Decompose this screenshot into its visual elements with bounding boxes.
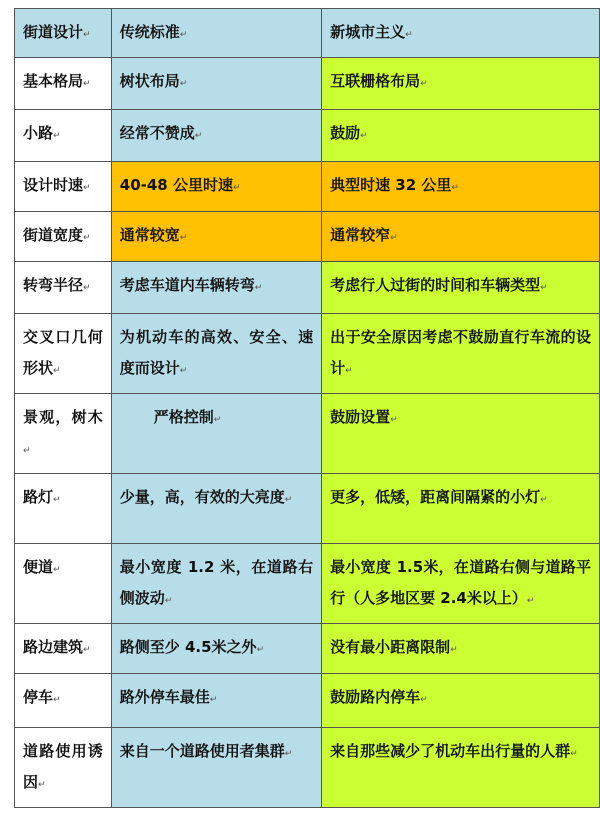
table-cell-c3 xyxy=(322,474,600,544)
paragraph-mark-icon: ↵ xyxy=(345,366,353,376)
cell-text: 严格控制 xyxy=(153,408,214,426)
paragraph-mark-icon: ↵ xyxy=(390,415,398,425)
table-cell-c3 xyxy=(322,162,600,212)
table-cell-c2 xyxy=(111,162,321,212)
table-row xyxy=(15,58,600,110)
paragraph-mark-icon: ↵ xyxy=(83,79,91,89)
cell-text: 考虑行人过街的时间和车辆类型 xyxy=(330,276,541,294)
cell-text: 新城市主义 xyxy=(330,23,406,41)
table-cell-c3 xyxy=(322,674,600,728)
cell-text: 鼓励路内停车 xyxy=(330,688,421,706)
paragraph-mark-icon: ↵ xyxy=(420,695,428,705)
cell-text: 经常不赞成 xyxy=(119,124,195,142)
table-cell-c2 xyxy=(111,262,321,314)
cell-text: 设计时速 xyxy=(23,176,84,194)
cell-text: 40-48 公里时速 xyxy=(119,176,233,194)
cell-text: 便道 xyxy=(23,558,54,576)
paragraph-mark-icon: ↵ xyxy=(83,183,91,193)
table-cell-c1 xyxy=(15,674,112,728)
table-cell-c1 xyxy=(15,624,112,674)
paragraph-mark-icon: ↵ xyxy=(53,565,61,575)
table-row xyxy=(15,110,600,162)
table-cell-c1 xyxy=(15,110,112,162)
cell-text: 考虑车道内车辆转弯 xyxy=(119,276,255,294)
paragraph-mark-icon: ↵ xyxy=(179,366,188,376)
table-cell-c3 xyxy=(322,212,600,262)
cell-text: 路边建筑 xyxy=(23,638,84,656)
table-cell-c3 xyxy=(322,624,600,674)
cell-text: 没有最小距离限制 xyxy=(330,638,451,656)
table-cell-c1 xyxy=(15,58,112,110)
street-design-comparison-table xyxy=(14,8,600,808)
paragraph-mark-icon: ↵ xyxy=(405,30,413,40)
table-cell-c1 xyxy=(15,162,112,212)
cell-text: 最小宽度 1.2 米，在道路右侧波动 xyxy=(119,558,314,607)
cell-text: 基本格局 xyxy=(23,72,84,90)
table-cell-c3 xyxy=(322,262,600,314)
cell-text: 为机动车的高效、安全、速度而设计 xyxy=(119,328,314,377)
cell-text: 更多，低矮，距离间隔紧的小灯 xyxy=(330,488,541,506)
cell-text: 最小宽度 1.5米，在道路右侧与道路平行（人多地区要 2.4米以上） xyxy=(330,558,591,607)
paragraph-mark-icon: ↵ xyxy=(23,446,31,456)
table-row xyxy=(15,394,600,474)
table-cell-c3 xyxy=(322,544,600,624)
cell-text: 出于安全原因考虑不鼓励直行车流的设计 xyxy=(330,328,591,377)
table-cell-c2 xyxy=(111,728,321,808)
table-cell-c1 xyxy=(15,262,112,314)
cell-text: 道路使用诱因 xyxy=(23,742,103,791)
table-cell-c2 xyxy=(111,474,321,544)
paragraph-mark-icon: ↵ xyxy=(450,645,458,655)
cell-text: 鼓励设置 xyxy=(330,408,391,426)
paragraph-mark-icon: ↵ xyxy=(83,283,91,293)
table-cell-c2 xyxy=(111,674,321,728)
paragraph-mark-icon: ↵ xyxy=(179,30,188,40)
cell-text: 路灯 xyxy=(23,488,54,506)
cell-text: 停车 xyxy=(23,688,54,706)
table-cell-c1 xyxy=(15,212,112,262)
table-cell-c2 xyxy=(111,624,321,674)
cell-text: 交叉口几何形状 xyxy=(23,328,103,377)
table-cell-c3 xyxy=(322,9,600,58)
table-cell-c3 xyxy=(322,728,600,808)
cell-text: 街道设计 xyxy=(23,23,84,41)
paragraph-mark-icon: ↵ xyxy=(38,780,46,790)
paragraph-mark-icon: ↵ xyxy=(83,30,91,40)
table-cell-c2 xyxy=(111,544,321,624)
table-row xyxy=(15,212,600,262)
table-cell-c1 xyxy=(15,474,112,544)
table-row xyxy=(15,9,600,58)
paragraph-mark-icon: ↵ xyxy=(53,695,61,705)
cell-text: 树状布局 xyxy=(119,72,180,90)
paragraph-mark-icon: ↵ xyxy=(53,366,61,376)
paragraph-mark-icon: ↵ xyxy=(360,131,368,141)
cell-text: 互联栅格布局 xyxy=(330,72,421,90)
table-row xyxy=(15,262,600,314)
table-cell-c3 xyxy=(322,394,600,474)
table-cell-c1 xyxy=(15,9,112,58)
table-row xyxy=(15,474,600,544)
cell-text: 鼓励 xyxy=(330,124,361,142)
paragraph-mark-icon: ↵ xyxy=(570,749,578,759)
table-cell-c1 xyxy=(15,728,112,808)
cell-text: 景观，树木 xyxy=(23,408,103,426)
paragraph-mark-icon: ↵ xyxy=(194,131,203,141)
paragraph-mark-icon: ↵ xyxy=(254,283,263,293)
table-body xyxy=(15,9,600,808)
table-cell-c3 xyxy=(322,314,600,394)
cell-text: 路侧至少 4.5米之外 xyxy=(119,638,257,656)
cell-text: 街道宽度 xyxy=(23,226,84,244)
table-cell-c3 xyxy=(322,110,600,162)
table-cell-c1 xyxy=(15,314,112,394)
cell-text: 通常较宽 xyxy=(119,226,180,244)
paragraph-mark-icon: ↵ xyxy=(53,131,61,141)
paragraph-mark-icon: ↵ xyxy=(164,596,173,606)
paragraph-mark-icon: ↵ xyxy=(284,749,293,759)
table-cell-c2 xyxy=(111,110,321,162)
paragraph-mark-icon: ↵ xyxy=(284,495,293,505)
paragraph-mark-icon: ↵ xyxy=(179,79,188,89)
table-cell-c1 xyxy=(15,394,112,474)
cell-text: 典型时速 32 公里 xyxy=(330,176,452,194)
paragraph-mark-icon: ↵ xyxy=(451,183,459,193)
paragraph-mark-icon: ↵ xyxy=(390,233,398,243)
cell-text: 传统标准 xyxy=(119,23,180,41)
paragraph-mark-icon: ↵ xyxy=(83,645,91,655)
cell-text: 少量，高，有效的大亮度 xyxy=(119,488,285,506)
paragraph-mark-icon: ↵ xyxy=(540,283,548,293)
table-cell-c1 xyxy=(15,544,112,624)
table-row xyxy=(15,544,600,624)
paragraph-mark-icon: ↵ xyxy=(232,183,241,193)
paragraph-mark-icon: ↵ xyxy=(213,415,222,425)
paragraph-mark-icon: ↵ xyxy=(83,233,91,243)
paragraph-mark-icon: ↵ xyxy=(179,233,188,243)
table-row xyxy=(15,674,600,728)
table-cell-c2 xyxy=(111,9,321,58)
table-cell-c2 xyxy=(111,212,321,262)
table-row xyxy=(15,624,600,674)
table-cell-c2 xyxy=(111,58,321,110)
paragraph-mark-icon: ↵ xyxy=(540,495,548,505)
cell-text: 路外停车最佳 xyxy=(119,688,210,706)
table-cell-c2 xyxy=(111,314,321,394)
paragraph-mark-icon: ↵ xyxy=(526,596,535,606)
paragraph-mark-icon: ↵ xyxy=(420,79,428,89)
cell-text: 转弯半径 xyxy=(23,276,84,294)
cell-text: 来自那些减少了机动车出行量的人群 xyxy=(330,742,571,760)
table-cell-c3 xyxy=(322,58,600,110)
cell-text: 小路 xyxy=(23,124,54,142)
table-row xyxy=(15,162,600,212)
paragraph-mark-icon: ↵ xyxy=(256,645,265,655)
cell-text: 通常较窄 xyxy=(330,226,391,244)
cell-text: 来自一个道路使用者集群 xyxy=(119,742,285,760)
table-cell-c2 xyxy=(111,394,321,474)
paragraph-mark-icon: ↵ xyxy=(53,495,61,505)
paragraph-mark-icon: ↵ xyxy=(209,695,218,705)
table-row xyxy=(15,728,600,808)
table-row xyxy=(15,314,600,394)
